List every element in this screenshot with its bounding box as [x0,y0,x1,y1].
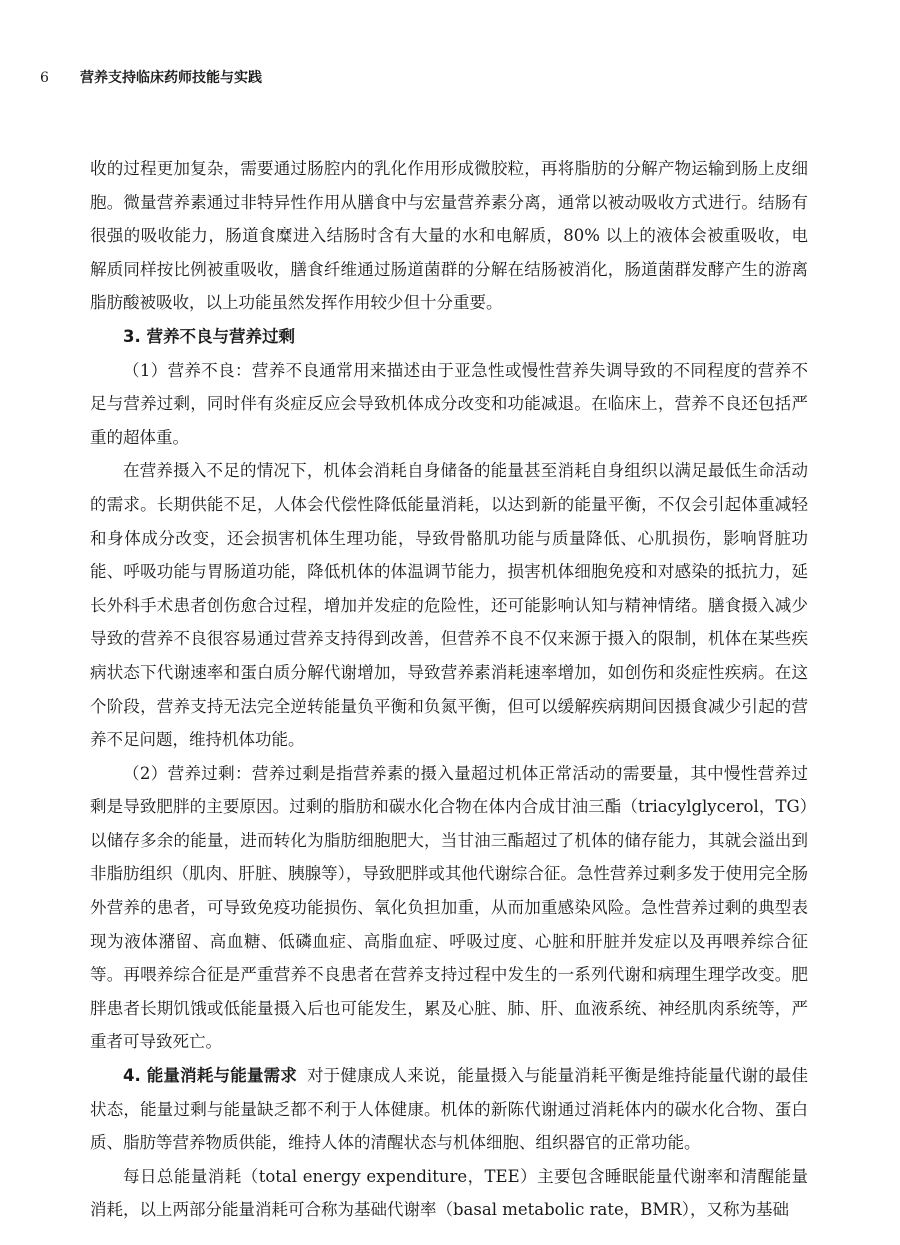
page-number: 6 [40,70,49,86]
page-header [40,66,860,90]
paragraph-continuation: 收的过程更加复杂，需要通过肠腔内的乳化作用形成微胶粒，再将脂肪的分解产物运输到肠上皮细胞。微量营养素通过非特异性作用从膳食中与宏量营养素分离，通常以被动吸收方式进行。结肠有很强的吸收能力，肠道食糜进入结肠时含有大量的水和电解质，80% 以上的液体会被重吸收，电解质同样按比例被重吸收，膳食纤维通过肠道菌群的分解在结肠被消化，肠道菌群发酵产生的游离脂肪酸被吸收，以上功能虽然发挥作用较少但十分重要。 [90,159,808,313]
paragraph-insufficient-intake: 在营养摄入不足的情况下，机体会消耗自身储备的能量甚至消耗自身组织以满足最低生命活动的需求。长期供能不足，人体会代偿性降低能量消耗，以达到新的能量平衡，不仅会引起体重减轻和身体成分改变，还会损害机体生理功能，导致骨骼肌功能与质量降低、心肌损伤，影响肾脏功能、呼吸功能与胃肠道功能，降低机体的体温调节能力，损害机体细胞免疫和对感染的抵抗力，延长外科手术患者创伤愈合过程，增加并发症的危险性，还可能影响认知与精神情绪。膳食摄入减少导致的营养不良很容易通过营养支持得到改善，但营养不良不仅来源于摄入的限制，机体在某些疾病状态下代谢速率和蛋白质分解代谢增加，导致营养素消耗速率增加，如创伤和炎症性疾病。在这个阶段，营养支持无法完全逆转能量负平衡和负氮平衡，但可以缓解疾病期间因摄食减少引起的营养不足问题，维持机体功能。 [90,461,808,750]
energy-section-text: 对于健康成人来说，能量摄入与能量消耗平衡是维持能量代谢的最佳状态，能量过剩与能量缺乏都不利于人体健康。机体的新陈代谢通过消耗体内的碳水化合物、蛋白质、脂肪等营养物质供能，维持人体的清醒状态与机体细胞、组织器官的正常功能。 [90,1066,808,1153]
paragraph-overnutrition: （2）营养过剩：营养过剩是指营养素的摄入量超过机体正常活动的需要量，其中慢性营养过剩是导致肥胖的主要原因。过剩的脂肪和碳水化合物在体内合成甘油三酯（triacylglycerol，TG）以储存多余的能量，进而转化为脂肪细胞肥大，当甘油三酯超过了机体的储存能力，其就会溢出到非脂肪组织（肌肉、肝脏、胰腺等），导致肥胖或其他代谢综合征。急性营养过剩多发于使用完全肠外营养的患者，可导致免疫功能损伤、氧化负担加重，从而加重感染风险。急性营养过剩的典型表现为液体潴留、高血糖、低磷血症、高脂血症、呼吸过度、心脏和肝脏并发症以及再喂养综合征等。再喂养综合征是严重营养不良患者在营养支持过程中发生的一系列代谢和病理生理学改变。肥胖患者长期饥饿或低能量摄入后也可能发生，累及心脏、肺、肝、血液系统、神经肌肉系统等，严重者可导致死亡。 [90,763,808,1052]
section-heading-malnutrition: 3. 营养不良与营养过剩 [123,326,295,346]
section-heading-energy: 4. 能量消耗与能量需求 [123,1066,298,1086]
body-text [90,152,808,1227]
paragraph-energy-section [90,1059,808,1160]
paragraph-tee: 每日总能量消耗（total energy expenditure，TEE）主要包含睡眠能量代谢率和清醒能量消耗，以上两部分能量消耗可合称为基础代谢率（basal metabolic rate，BMR），又称为基础 [90,1166,808,1220]
running-title: 营养支持临床药师技能与实践 [80,70,262,86]
paragraph-malnutrition-definition: （1）营养不良：营养不良通常用来描述由于亚急性或慢性营养失调导致的不同程度的营养不足与营养过剩，同时伴有炎症反应会导致机体成分改变和功能减退。在临床上，营养不良还包括严重的超体重。 [90,360,808,447]
